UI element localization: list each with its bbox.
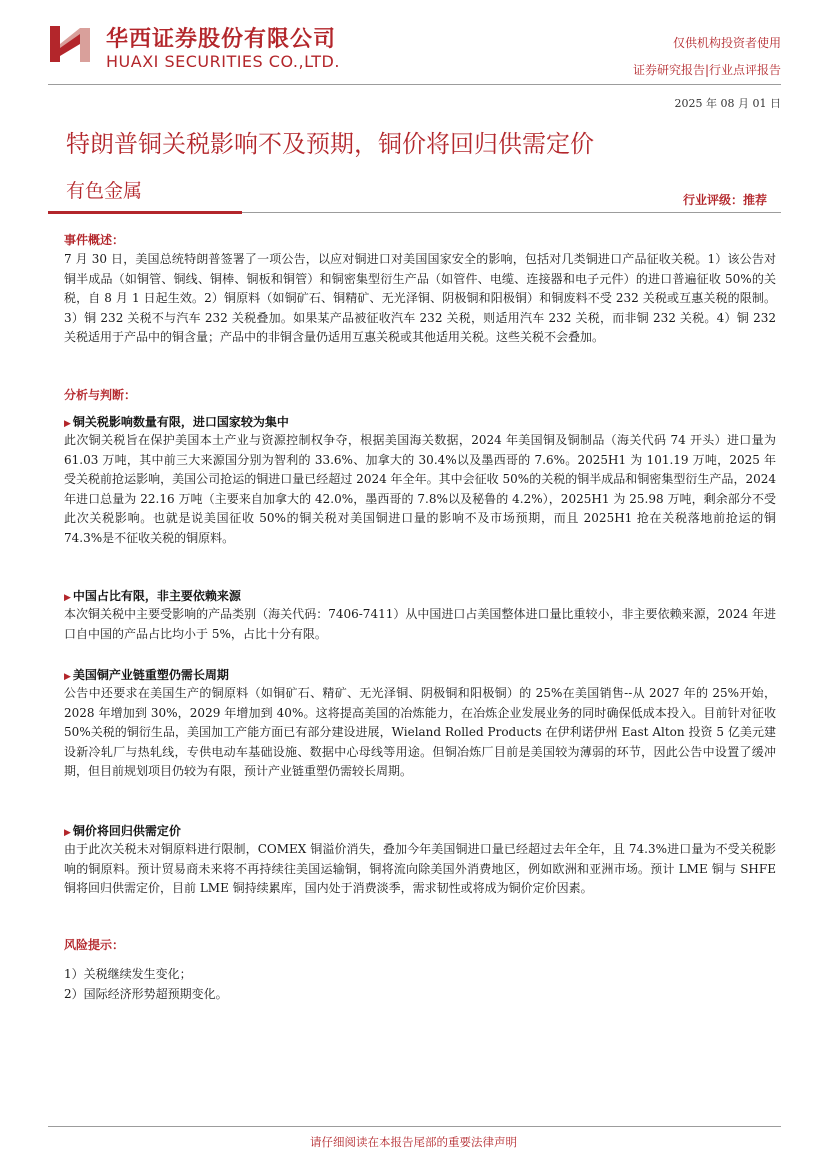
point-heading [64, 413, 289, 430]
triangle-bullet-icon: ▶ [64, 593, 71, 603]
footer-divider [48, 1126, 781, 1127]
report-date: 2025 年 08 月 01 日 [674, 97, 781, 110]
event-paragraph: 7 月 30 日，美国总统特朗普签署了一项公告，以应对铜进口对美国国家安全的影响，包括对几类铜进口产品征收关税。1）该公告对铜半成品（如铜管、铜线、铜棒、铜板和铜管）和铜密集型衍生产品（如管件、电缆、连接器和电子元件）的进口普遍征收 50%的关税，自 8 月 1 日起生效。2）铜原料（如铜矿石、铜精矿、无光泽铜、阴极铜和阳极铜）和铜废料不受 232 关税或互惠关税的限制。3）铜 232 关税不与汽车 232 关税叠加。如果某产品被征收汽车 232 关税，则适用汽车 232 关税，而非铜 232 关税。4）铜 232 关税适用于产品中的铜含量；产品中的非铜含量仍适用互惠关税或其他适用关税。这些关税不会叠加。 [64, 252, 776, 344]
industry-rating: 行业评级：推荐 [682, 193, 767, 207]
company-name-en: HUAXI SECURITIES CO.,LTD. [106, 52, 340, 71]
point-heading [64, 666, 229, 683]
triangle-bullet-icon: ▶ [64, 828, 71, 838]
point-heading [64, 587, 241, 604]
legal-notice: 请仔细阅读在本报告尾部的重要法律声明 [310, 1135, 517, 1149]
point-title: 中国占比有限，非主要依赖来源 [72, 589, 241, 603]
point-title: 铜价将回归供需定价 [72, 824, 181, 838]
point-paragraph: 此次铜关税旨在保护美国本土产业与资源控制权争夺，根据美国海关数据，2024 年美国铜及铜制品（海关代码 74 开头）进口量为 61.03 万吨，其中前三大来源国分别为智利的 33.6%、加拿大的 30.4%以及墨西哥的 7.6%。2025H1 为 101.19 万吨，2025 年受关税前抢运影响，美国公司抢运的铜进口量已经超过 2024 年全年。其中会征收 50%的关税的铜半成品和铜密集型衍生产品，2024 年进口总量为 22.16 万吨（主要来自加拿大的 42.0%，墨西哥的 7.8%以及秘鲁的 4.2%），2025H1 为 25.98 万吨，剩余部分不受此次关税影响。也就是说美国征收 50%的铜关税对美国铜进口量的影响不及市场预期，而且 2025H1 抢在关税落地前抢运的铜 74.3%是不征收关税的铜原料。 [64, 433, 776, 545]
header-divider [48, 84, 781, 85]
point-title: 美国铜产业链重塑仍需长周期 [72, 668, 229, 682]
page-title: 特朗普铜关税影响不及预期，铜价将回归供需定价 [66, 130, 594, 158]
report-type: 证券研究报告|行业点评报告 [632, 63, 781, 77]
title-rule [242, 212, 781, 213]
point-title: 铜关税影响数量有限，进口国家较为集中 [72, 415, 289, 429]
point-paragraph: 公告中还要求在美国生产的铜原料（如铜矿石、精矿、无光泽铜、阴极铜和阳极铜）的 25%在美国销售--从 2027 年的 25%开始，2028 年增加到 30%，2029 年增加到 40%。这将提高美国的冶炼能力，在冶炼企业发展业务的同时确保低成本投入。目前针对征收 50%关税的铜衍生品，美国加工产能方面已有部分建设进展，Wieland Rolled Products 在伊利诺伊州 East Alton 投资 5 亿美元建设新冷轧厂与热轧线，专供电动车基础设施、数据中心母线等用途。但铜冶炼厂目前是美国较为薄弱的环节，因此公告中设置了缓冲期，但目前规划项目仍较为有限，预计产业链重塑仍需较长周期。 [64, 686, 776, 778]
audience-note: 仅供机构投资者使用 [672, 36, 781, 50]
point-heading [64, 822, 181, 839]
risk-item: 1）关税继续发生变化； [64, 967, 192, 981]
company-name-cn: 华西证券股份有限公司 [106, 27, 337, 52]
analysis-heading: 分析与判断： [64, 388, 137, 402]
risk-item: 2）国际经济形势超预期变化。 [64, 987, 228, 1001]
point-paragraph: 由于此次关税未对铜原料进行限制，COMEX 铜溢价消失，叠加今年美国铜进口量已经超过去年全年，且 74.3%进口量为不受关税影响的铜原料。预计贸易商未来将不再持续往美国运输铜，铜将流向除美国外消费地区，例如欧洲和亚洲市场。预计 LME 铜与 SHFE 铜将回归供需定价，目前 LME 铜持续累库，国内处于消费淡季，需求韧性或将成为铜价定价因素。 [64, 842, 776, 895]
event-heading: 事件概述： [64, 233, 125, 247]
risk-heading: 风险提示： [64, 938, 125, 952]
huaxi-logo-icon [48, 22, 92, 66]
triangle-bullet-icon: ▶ [64, 672, 71, 682]
triangle-bullet-icon: ▶ [64, 419, 71, 429]
title-rule-accent [48, 211, 242, 214]
point-paragraph: 本次铜关税中主要受影响的产品类别（海关代码：7406-7411）从中国进口占美国整体进口量比重较小，非主要依赖来源，2024 年进口自中国的产品占比均小于 5%，占比十分有限。 [64, 607, 776, 641]
sector-name: 有色金属 [66, 180, 143, 202]
